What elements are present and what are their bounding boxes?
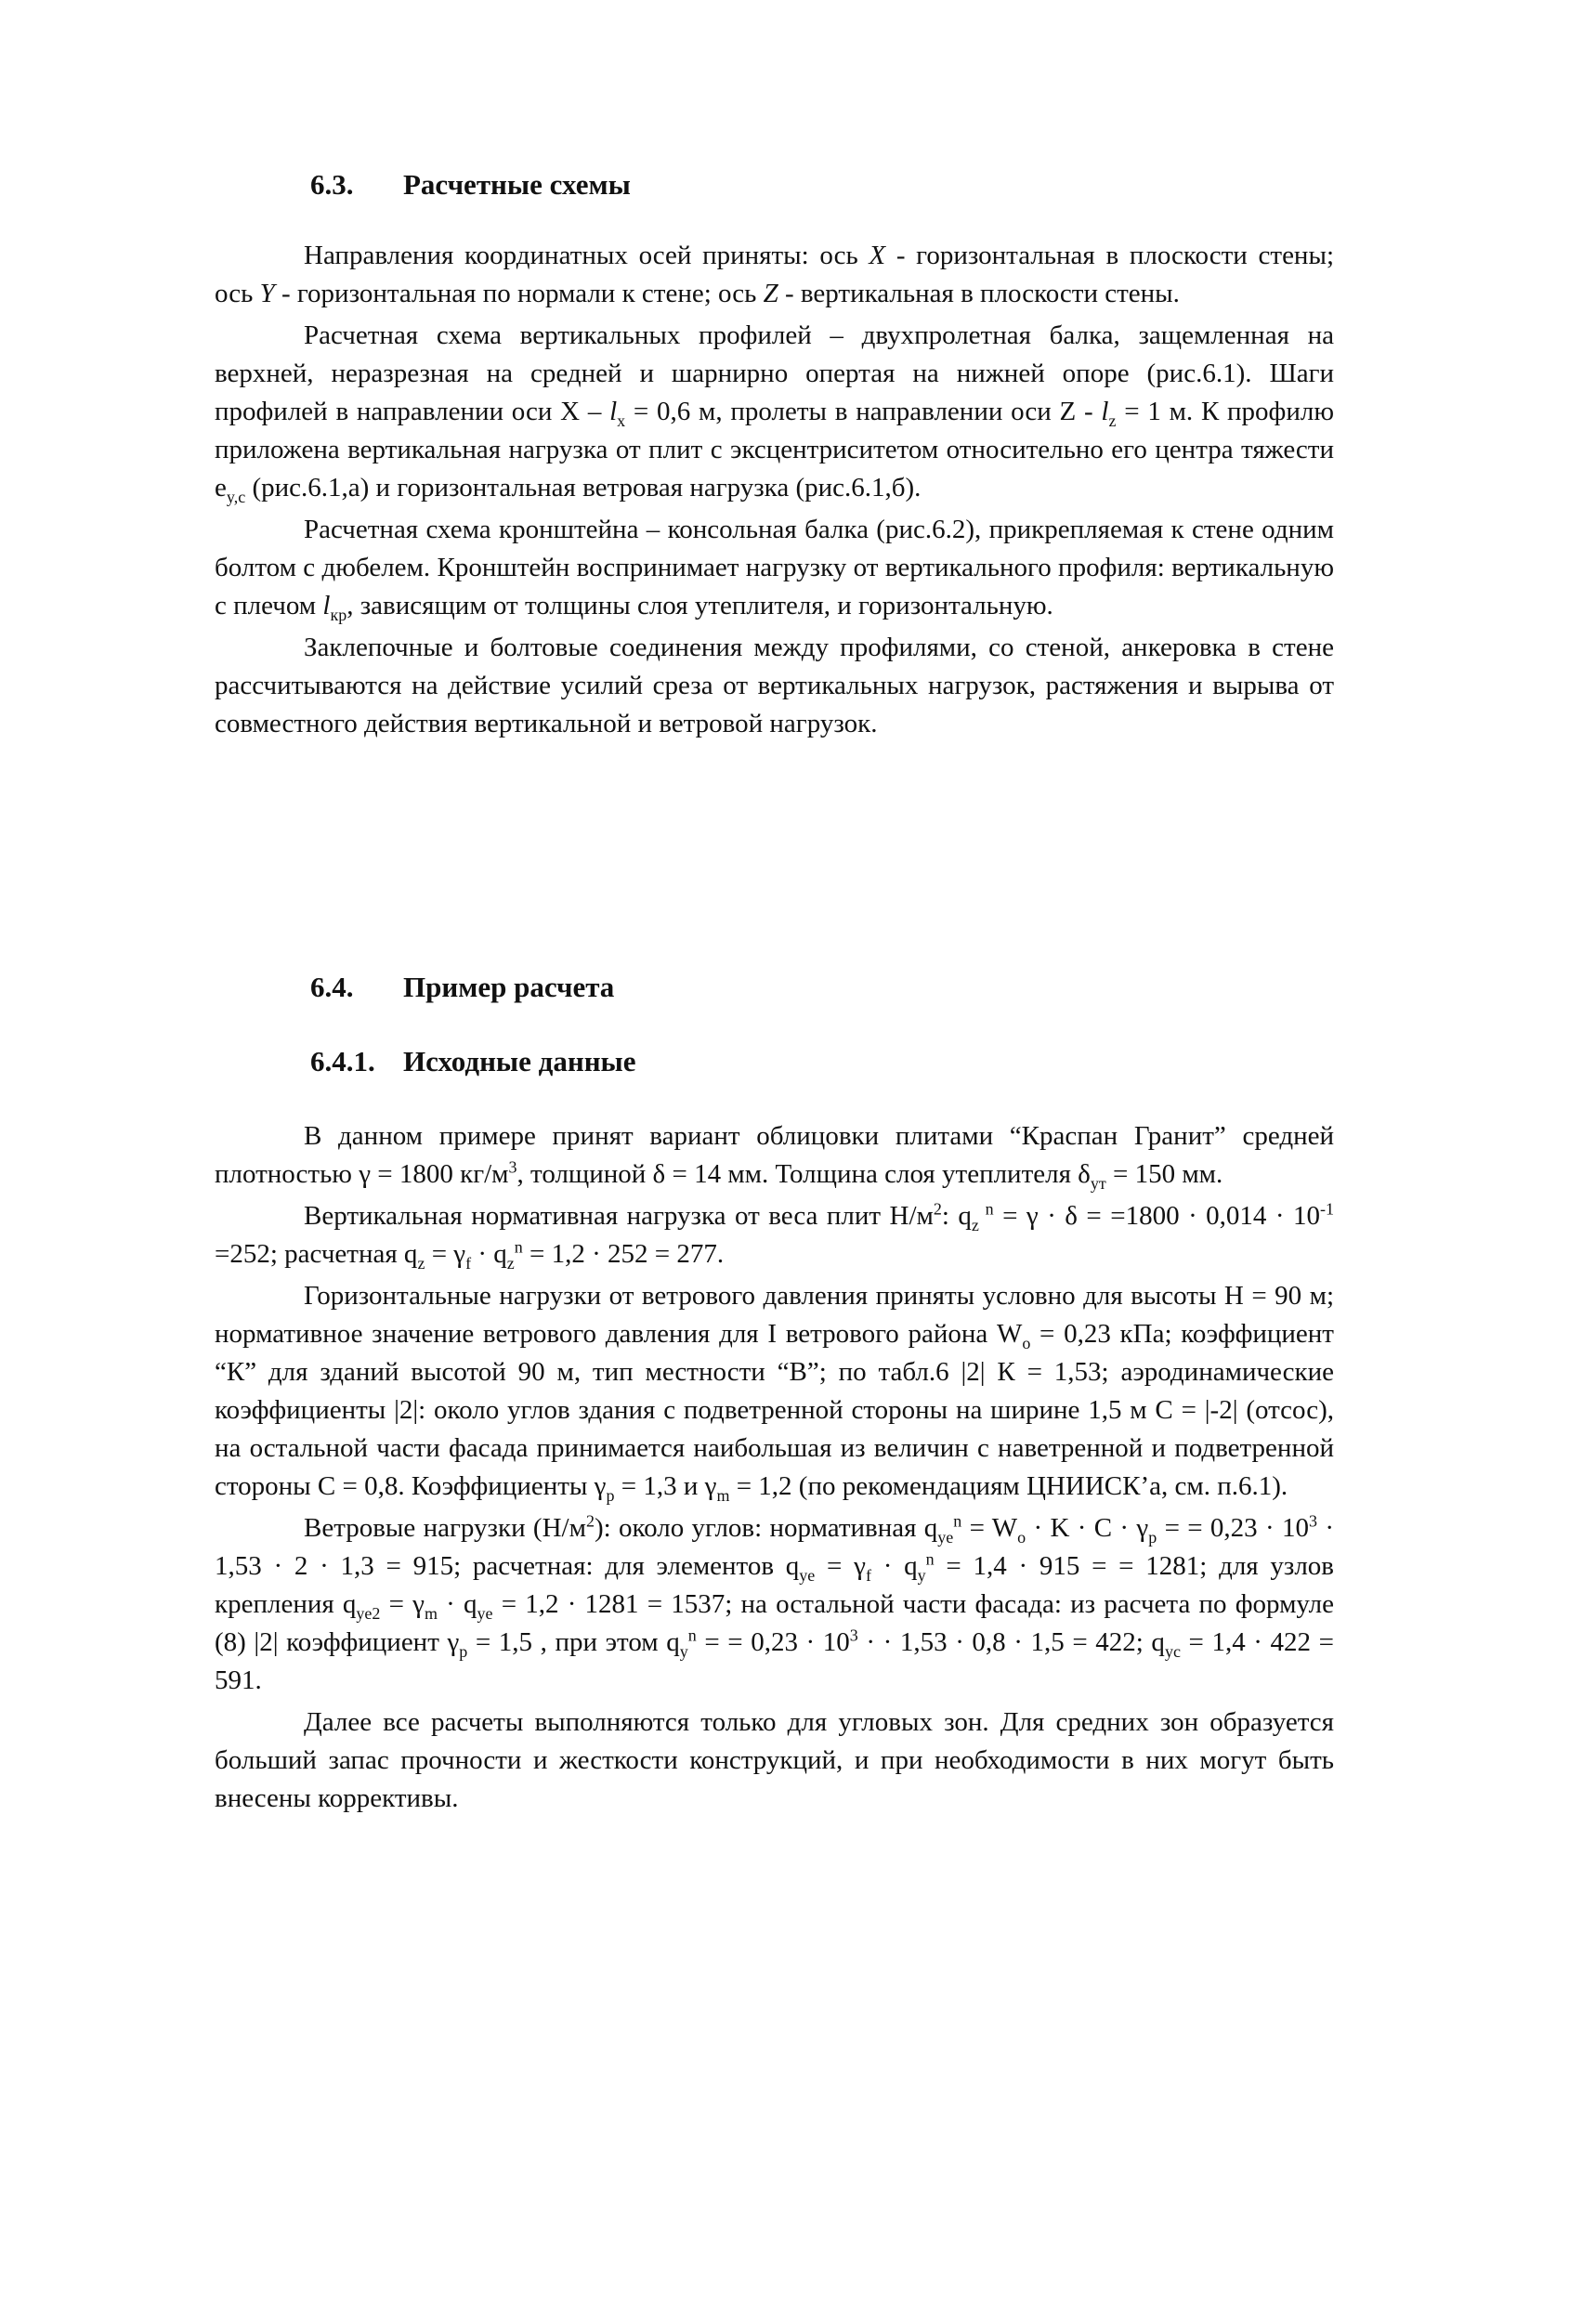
paragraph-conclusion: Далее все расчеты выполняются только для угловых зон. Для средних зон образуется больший запас прочности и жесткости конструкций, и при необходимости в них могут быть внесены коррективы.	[215, 1707, 1334, 1813]
section-6-3-body	[215, 237, 1334, 743]
paragraph-connections: Заклепочные и болтовые соединения между профилями, со стеной, анкеровка в стене рассчитываются на действие усилий среза от вертикальных нагрузок, растяжения и вырыва от совместного действия вертикальной и ветровой нагрузок.	[215, 633, 1334, 738]
paragraph-cladding: В данном примере принят вариант облицовки плитами “Краспан Гранит” средней плотностью γ = 1800 $кг/м^3$, толщиной δ = 14 мм. Толщина слоя утеплителя $\delta_{ут} = 150$ мм.	[215, 1121, 1334, 1193]
section-title: Пример расчета	[403, 971, 615, 1003]
section-heading-6-4	[310, 968, 614, 1006]
section-number: 6.4.	[310, 971, 354, 1003]
section-number: 6.4.1.	[310, 1045, 375, 1077]
section-heading-6-4-1	[310, 1042, 636, 1080]
section-title: Исходные данные	[403, 1045, 636, 1077]
paragraph-wind-loads: Ветровые нагрузки $(Н/м^2)$: около углов: нормативная $q_{ye}^n = W_o \cdot K \cdot C \cdot \gamma_p$ = = $0,23 \cdot 10^3 \cdot 1,53 \cdot 2 \cdot 1,3 = 915$; расчетная: для элементов $q_{ye} = \gamma_f \cdot q_y^n = 1,4 \cdot 915$ = = 1281; для узлов крепления $q_{ye2} = \gamma_m \cdot q_{ye} = 1,2 \cdot 1281 = 1537$; на остальной части фасада: из расчета по формуле (8) |2| коэффициент $\gamma_p = 1,5$ , при этом $q_y^n$ = = $0,23 \cdot 10^3$ · · 1,53 · 0,8 · 1,5 = 422; $q_{yc} = 1,4 \cdot 422 = 591$.	[215, 1511, 1335, 1695]
paragraph-bracket-scheme: Расчетная схема кронштейна – консольная балка (рис.6.2), прикрепляемая к стене одним болтом с дюбелем. Кронштейн воспринимает нагрузку от вертикального профиля: вертикальную с плечом $l_{кр}$, зависящим от толщины слоя утеплителя, и горизонтальную.	[215, 515, 1334, 624]
section-number: 6.3.	[310, 168, 354, 201]
paragraph-axes: Направления координатных осей приняты: ось X - горизонтальная в плоскости стены; ось Y - горизонтальная по нормали к стене; ось Z - вертикальная в плоскости стены.	[215, 241, 1334, 308]
paragraph-wind-pressure: Горизонтальные нагрузки от ветрового давления приняты условно для высоты Н = 90 м; нормативное значение ветрового давления для I ветрового района $W_o = 0,23$ кПа; коэффициент “К” для зданий высотой 90 м, тип местности “В”; по табл.6 |2| К = 1,53; аэродинамические коэффициенты |2|: около углов здания с подветренной стороны на ширине 1,5 м С = |-2| (отсос), на остальной части фасада принимается наибольшая из величин с наветренной и подветренной стороны С = 0,8. Коэффициенты $\gamma_p = 1,3$ и $\gamma_m = 1,2$ (по рекомендациям ЦНИИСК’а, см. п.6.1).	[215, 1281, 1334, 1505]
section-heading-6-3	[310, 165, 631, 203]
section-title: Расчетные схемы	[403, 168, 631, 201]
paragraph-profile-scheme: Расчетная схема вертикальных профилей – двухпролетная балка, защемленная на верхней, неразрезная на средней и шарнирно опертая на нижней опоре (рис.6.1). Шаги профилей в направлении оси $X - l_x = 0,6$ м, пролеты в направлении оси $Z - l_z = 1$ м. К профилю приложена вертикальная нагрузка от плит с эксцентриситетом относительно его центра тяжести $e_{y,c}$ (рис.6.1,а) и горизонтальная ветровая нагрузка (рис.6.1,б).	[215, 320, 1335, 506]
paragraph-vertical-load: Вертикальная нормативная нагрузка от веса плит $Н/м^2$: $q_z$ $^n = \gamma \cdot \delta = =1800 \cdot 0,014 \cdot 10^{-1} =252$; расчетная $q_z = \gamma_f \cdot q_z^n = 1,2 \cdot 252 = 277$.	[215, 1199, 1335, 1273]
section-6-4-1-body	[215, 1117, 1334, 1818]
